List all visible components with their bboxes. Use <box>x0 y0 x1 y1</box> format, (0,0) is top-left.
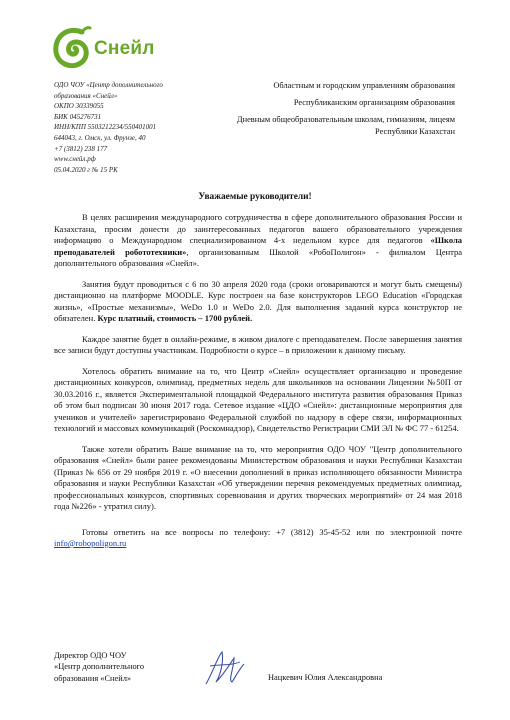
signature-block <box>54 650 144 684</box>
logo <box>52 24 212 78</box>
paragraph-recommendation: Также хотели обратить Ваше внимание на то, что мероприятия ОДО ЧОУ "Центр дополнительного образования «Снейл» были ранее рекомендованы Министерством образования и науки Республики Казахстан (Приказ № 656 от 29 ноября 2019 г. «О внесении дополнений в приказ исполняющего обязанности Министра образования и науки Республики Казахстан «Об утверждении перечня рекомендуемых предметных олимпиад, профессиональных конкурсов, спортивных соревнования и других творческих мероприятий» от 24 мая 2018 года №226» - утратил силу). <box>54 443 462 511</box>
org-line: ОКПО 30339055 <box>54 102 104 111</box>
recipients-block <box>225 80 455 143</box>
paragraph-contacts: Готовы ответить на все вопросы по телефону: +7 (3812) 35-45-52 или по электронной почте info@robopoligon.ru <box>54 526 462 548</box>
org-line: ОДО ЧОУ «Центр дополнительного <box>54 81 163 89</box>
paragraph-format: Каждое занятие будет в онлайн-режиме, в живом диалоге с преподавателем. После завершения занятия все записи будут доступны участникам. Подробности о курсе – в приложении к данному письму. <box>54 333 462 355</box>
paragraph-schedule: Занятия будут проводиться с 6 по 30 апреля 2020 года (сроки оговариваются и могут быть смещены) дистанционно на платформе MOODLE. Курс построен на базе конструкторов LEGO Education «Городская жизнь», «Простые механизмы», WeDo 1.0 и WeDo 2.0. Для выполнения заданий курса конструктор не обязателен. Курс платный, стоимость – 1700 рублей. <box>54 278 462 323</box>
letter-body <box>54 212 462 559</box>
recipient: Дневным общеобразовательным школам, гимназиям, лицеям Республики Казахстан <box>236 115 455 136</box>
org-line: образования «Снейл» <box>54 91 118 100</box>
recipient: Областным и городским управлениям образования <box>273 81 455 90</box>
email-link[interactable]: info@robopoligon.ru <box>54 538 127 548</box>
greeting: Уважаемые руководители! <box>198 192 312 202</box>
brand-name: Снейл <box>94 38 155 59</box>
signatory-name: Нацкевич Юлия Александровна <box>268 673 383 682</box>
signature-line: Директор ОДО ЧОУ <box>54 651 127 660</box>
handwritten-signature-icon <box>200 646 250 690</box>
signature-line: образования «Снейл» <box>54 673 132 683</box>
org-line: 644043, г. Омск, ул. Фрунзе, 40 <box>54 133 146 142</box>
snail-logo-icon <box>52 24 92 72</box>
org-line: ИНН/КПП 5503212234/550401001 <box>54 123 157 132</box>
recipient: Республиканским организациям образования <box>293 98 455 108</box>
signature-line: «Центр дополнительного <box>54 662 145 672</box>
paragraph-intro: В целях расширения международного сотрудничества в сфере дополнительного образования России и Казахстана, просим донести до заинтересованных педагогов вашего образовательного учреждения информацию о Международном специализированном 4-х недельном курсе для педагогов «Школа преподавателей робототехники», организованным Школой «РобоПолигон» - филиалом Центра дополнительного образования «Снейл». <box>54 212 462 268</box>
org-line: БИК 045276731 <box>54 112 102 121</box>
org-details <box>54 80 234 175</box>
org-line: www.снейл.рф <box>54 155 96 164</box>
org-line: +7 (3812) 238 177 <box>54 144 108 153</box>
org-line: 05.04.2020 г № 15 РК <box>54 165 118 174</box>
paragraph-license: Хотелось обратить внимание на то, что Центр «Снейл» осуществляет организацию и проведение дистанционных конкурсов, олимпиад, предметных недель для школьников на основании Лицензии №50П от 30.03.2016 г., является Экспериментальной площадкой Федерального института развития образования Приказ об этом был подписан 30 июня 2017 года. Сетевое издание «ЦДО «Снейл»: дистанционные мероприятия для учеников и учителей» зарегистрировано Федеральной службой по надзору в сфере связи, информационных технологий и массовых коммуникаций (Роскомнадзор), Свидетельство Регистрации СМИ ЭЛ № ФС 77 - 61254. <box>54 365 462 433</box>
